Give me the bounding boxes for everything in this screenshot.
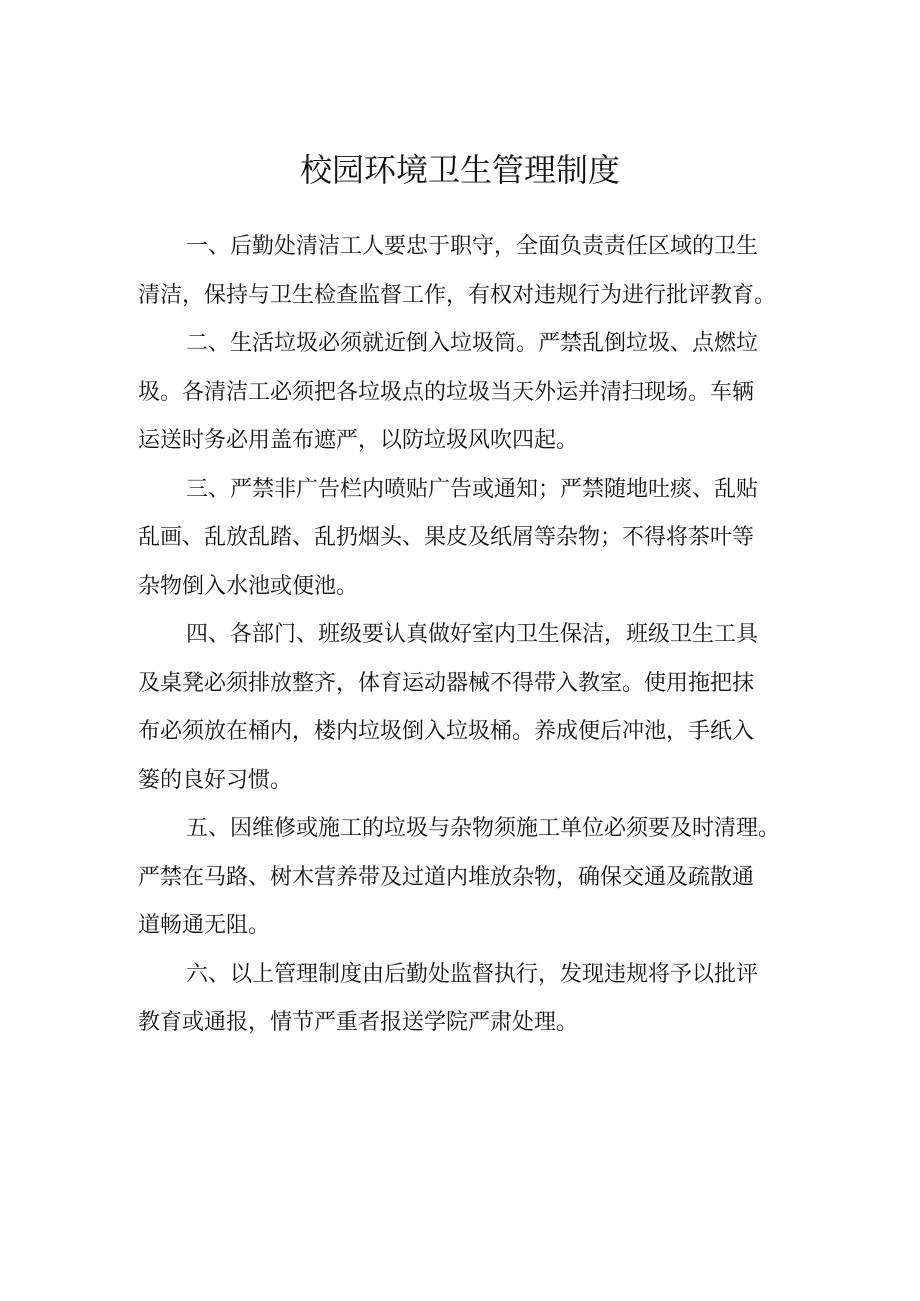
paragraph-line: 篓的良好习惯。 [138, 767, 293, 793]
paragraph-3 [138, 466, 786, 612]
paragraph-line: 五、因维修或施工的垃圾与杂物须施工单位必须要及时清理。 [186, 816, 781, 841]
paragraph-line: 四、各部门、班级要认真做好室内卫生保洁，班级卫生工具 [186, 622, 759, 647]
paragraph-line: 杂物倒入水池或便池。 [138, 573, 359, 599]
document-body [138, 223, 786, 1048]
document-title: 校园环境卫生管理制度 [299, 151, 620, 189]
paragraph-line: 三、严禁非广告栏内喷贴广告或通知；严禁随地吐痰、乱贴 [186, 476, 759, 502]
paragraph-5 [138, 805, 786, 951]
paragraph-line: 圾。各清洁工必须把各垃圾点的垃圾当天外运并清扫现场。车辆 [138, 379, 755, 405]
paragraph-4 [138, 611, 786, 805]
paragraph-line: 布必须放在桶内，楼内垃圾倒入垃圾桶。养成便后冲池，手纸入 [138, 719, 755, 744]
paragraph-line: 一、后勤处清洁工人要忠于职守，全面负责责任区域的卫生 [186, 234, 759, 259]
paragraph-line: 六、以上管理制度由后勤处监督执行，发现违规将予以批评 [186, 961, 759, 987]
paragraph-line: 道畅通无阻。 [138, 913, 271, 938]
paragraph-6 [138, 951, 786, 1048]
paragraph-line: 严禁在马路、树木营养带及过道内堆放杂物，确保交通及疏散通 [138, 864, 755, 890]
paragraph-line: 运送时务必用盖布遮严，以防垃圾风吹四起。 [138, 428, 579, 453]
paragraph-2 [138, 320, 786, 466]
paragraph-line: 清洁，保持与卫生检查监督工作，有权对违规行为进行批评教育。 [138, 282, 777, 308]
paragraph-line: 二、生活垃圾必须就近倒入垃圾筒。严禁乱倒垃圾、点燃垃 [186, 331, 759, 356]
paragraph-1 [138, 223, 786, 320]
paragraph-line: 教育或通报，情节严重者报送学院严肃处理。 [138, 1010, 579, 1035]
paragraph-line: 及桌凳必须排放整齐，体育运动器械不得带入教室。使用拖把抹 [138, 670, 755, 696]
paragraph-line: 乱画、乱放乱踏、乱扔烟头、果皮及纸屑等杂物；不得将茶叶等 [138, 525, 755, 550]
